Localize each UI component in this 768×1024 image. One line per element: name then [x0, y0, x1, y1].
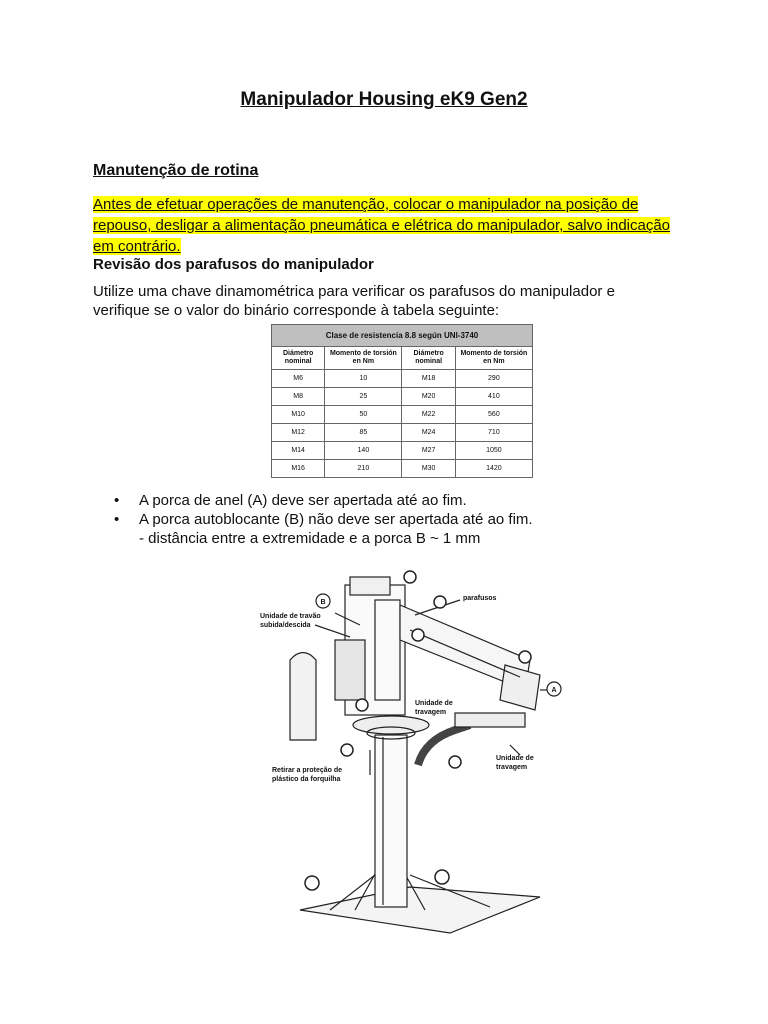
label-remove-guard-line2: plástico da forquilha — [272, 776, 341, 783]
table-cell: M18 — [402, 370, 455, 388]
table-cell: M22 — [402, 406, 455, 424]
bolt-icon — [412, 629, 424, 641]
intro-paragraph: Utilize uma chave dinamométrica para verificar os parafusos do manipulador e verifique se o valor do binário corresponde à tabela seguinte: — [93, 283, 615, 319]
table-header: Momento de torsión en Nm — [325, 347, 402, 370]
table-cell: M27 — [402, 442, 455, 460]
torque-table-image — [271, 324, 533, 474]
bolt-icon — [341, 744, 353, 756]
table-cell: M16 — [272, 460, 325, 478]
table-header: Diámetro nominal — [402, 347, 455, 370]
label-parafusos: parafusos — [463, 595, 497, 602]
callout-b-label: B — [320, 599, 326, 606]
label-remove-guard: Retirar a proteção de — [272, 767, 343, 774]
table-row — [272, 406, 533, 424]
list-item — [114, 491, 533, 510]
table-header: Diámetro nominal — [272, 347, 325, 370]
table-cell: 290 — [455, 370, 532, 388]
bullet-text: A porca autoblocante (B) não deve ser apertada até ao fim. — [139, 511, 533, 528]
bolt-icon — [404, 571, 416, 583]
bolt-icon — [434, 596, 446, 608]
bolt-icon — [435, 870, 449, 884]
table-cell: M10 — [272, 406, 325, 424]
bullet-subtext: - distância entre a extremidade e a porca B ~ 1 mm — [139, 530, 481, 547]
table-cell: M24 — [402, 424, 455, 442]
callout-a-label: A — [551, 687, 557, 694]
table-row — [272, 460, 533, 478]
table-cell: 1420 — [455, 460, 532, 478]
table-cell: 140 — [325, 442, 402, 460]
page-title: Manipulador Housing eK9 Gen2 — [240, 89, 528, 110]
table-caption: Clase de resistencia 8.8 según UNI-3740 — [272, 325, 533, 347]
table-cell: M8 — [272, 388, 325, 406]
plastic-guard — [290, 653, 316, 741]
bolt-icon — [356, 699, 368, 711]
table-header: Momento de torsión en Nm — [455, 347, 532, 370]
bullet-text: A porca de anel (A) deve ser apertada até ao fim. — [139, 492, 467, 509]
table-cell: 710 — [455, 424, 532, 442]
bullet-icon: • — [114, 492, 120, 509]
table-cell: M14 — [272, 442, 325, 460]
table-cell: 1050 — [455, 442, 532, 460]
bullet-list — [114, 491, 533, 548]
warning-note — [93, 194, 673, 257]
label-braking-unit-line2: travagem — [415, 709, 447, 716]
table-cell: 560 — [455, 406, 532, 424]
table-cell: 85 — [325, 424, 402, 442]
label-brake-unit-line2: subida/descida — [260, 622, 311, 629]
table-cell: 25 — [325, 388, 402, 406]
table-cell: M30 — [402, 460, 455, 478]
table-cell: M20 — [402, 388, 455, 406]
table-row — [272, 442, 533, 460]
label-braking-unit: Unidade de — [415, 700, 453, 707]
list-item — [114, 510, 533, 548]
warning-highlight: Antes de efetuar operações de manutenção, colocar o manipulador na posição de repouso, desligar a alimentação pneumática e elétrica do manipulador, salvo indicação em contrário. — [93, 196, 671, 255]
label-brake-unit: Unidade de travão — [260, 613, 321, 620]
table-row — [272, 388, 533, 406]
table-cell: 410 — [455, 388, 532, 406]
table-cell: 50 — [325, 406, 402, 424]
torque-table — [271, 324, 533, 478]
subheading: Revisão dos parafusos do manipulador — [93, 256, 374, 273]
table-row — [272, 424, 533, 442]
bolt-icon — [519, 651, 531, 663]
main-column — [375, 735, 407, 907]
base-plate — [300, 887, 540, 933]
manipulator-diagram — [250, 565, 580, 945]
bolt-icon — [305, 876, 319, 890]
section-heading: Manutenção de rotina — [93, 162, 259, 179]
brake-cylinder — [335, 640, 365, 700]
table-row — [272, 370, 533, 388]
table-cell: M6 — [272, 370, 325, 388]
table-cell: 10 — [325, 370, 402, 388]
bullet-icon: • — [114, 511, 120, 528]
label-braking-unit-2: Unidade de — [496, 755, 534, 762]
bolt-icon — [449, 756, 461, 768]
table-cell: M12 — [272, 424, 325, 442]
table-cell: 210 — [325, 460, 402, 478]
label-braking-unit-2-line2: travagem — [496, 764, 528, 771]
